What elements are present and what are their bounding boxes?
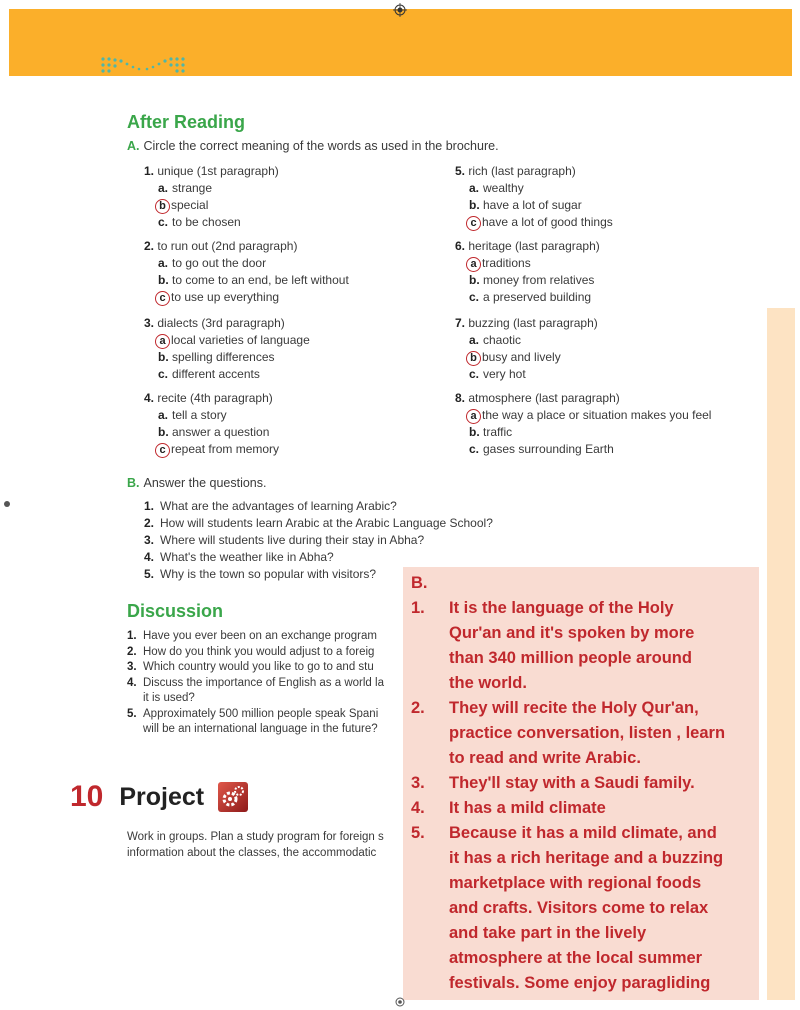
answer-number: 4. bbox=[411, 799, 425, 817]
option-text: have a lot of sugar bbox=[483, 198, 582, 212]
answer-line bbox=[411, 746, 753, 771]
discussion-line bbox=[127, 722, 403, 738]
option bbox=[455, 424, 711, 441]
answer-number bbox=[411, 971, 449, 996]
answer-line bbox=[411, 896, 753, 921]
option-text: strange bbox=[172, 181, 213, 195]
option-letter: a. bbox=[469, 333, 480, 347]
question-number: 3. bbox=[144, 316, 155, 330]
answer-text: and crafts. Visitors come to relax bbox=[449, 899, 709, 917]
option-text: different accents bbox=[172, 367, 260, 381]
answer-line bbox=[411, 871, 753, 896]
question-number: 2. bbox=[144, 239, 155, 253]
question-text: How will students learn Arabic at the Arabic Language School? bbox=[160, 516, 493, 530]
option-letter: c bbox=[155, 443, 170, 458]
question-number: 1. bbox=[144, 499, 155, 513]
bottom-registration-mark-icon bbox=[394, 996, 406, 1008]
answer-text: and take part in the lively bbox=[449, 924, 647, 942]
circled-option bbox=[455, 255, 600, 272]
discussion-text: Discuss the importance of English as a world la bbox=[143, 676, 384, 689]
answer-number bbox=[411, 621, 449, 646]
answer-line bbox=[411, 796, 753, 821]
vocab-question bbox=[144, 390, 279, 458]
option-text: chaotic bbox=[483, 333, 522, 347]
option bbox=[455, 289, 600, 306]
circled-option bbox=[144, 332, 310, 349]
question-number: 4. bbox=[144, 550, 155, 564]
option-letter: c bbox=[155, 291, 170, 306]
answer-number: 3. bbox=[411, 774, 425, 792]
discussion-number: 1. bbox=[127, 630, 137, 642]
option-text: to come to an end, be left without bbox=[172, 273, 349, 287]
answer-line bbox=[411, 696, 753, 721]
vocab-question bbox=[144, 163, 279, 231]
project-line: information about the classes, the accommodatic bbox=[127, 847, 377, 859]
option-text: spelling differences bbox=[172, 350, 275, 364]
vocab-question-title bbox=[455, 315, 598, 332]
answer-number bbox=[411, 646, 449, 671]
answer-line bbox=[411, 721, 753, 746]
decorative-dots bbox=[100, 55, 190, 75]
answer-text: They will recite the Holy Qur'an, bbox=[449, 699, 699, 717]
option-letter: a bbox=[466, 257, 481, 272]
circled-option bbox=[144, 441, 279, 458]
answer-line bbox=[411, 771, 753, 796]
answer-box bbox=[403, 567, 759, 1000]
left-margin-mark-icon bbox=[2, 499, 12, 509]
answer-items bbox=[411, 596, 753, 996]
question-word: heritage (last paragraph) bbox=[468, 239, 600, 253]
project-line: Work in groups. Plan a study program for foreign s bbox=[127, 831, 384, 843]
option-letter: b. bbox=[158, 425, 169, 439]
project-description bbox=[127, 829, 403, 861]
question-word: buzzing (last paragraph) bbox=[468, 316, 598, 330]
option bbox=[144, 255, 349, 272]
option-letter: a bbox=[155, 334, 170, 349]
discussion-number: 3. bbox=[127, 661, 137, 673]
option-letter: b. bbox=[158, 350, 169, 364]
question-word: to run out (2nd paragraph) bbox=[157, 239, 298, 253]
gears-icon bbox=[218, 782, 248, 812]
answer-number bbox=[411, 921, 449, 946]
option bbox=[144, 349, 310, 366]
question-text: What's the weather like in Abha? bbox=[160, 550, 334, 564]
option-letter: a bbox=[466, 409, 481, 424]
discussion-line bbox=[127, 691, 403, 707]
option-text: very hot bbox=[483, 367, 526, 381]
question-word: recite (4th paragraph) bbox=[157, 391, 273, 405]
option-text: wealthy bbox=[483, 181, 524, 195]
discussion-text: it is used? bbox=[143, 692, 195, 704]
answer-number bbox=[411, 671, 449, 696]
discussion-line bbox=[127, 645, 403, 661]
section-b-question bbox=[144, 532, 493, 549]
discussion-line bbox=[127, 707, 403, 723]
section-b-question bbox=[144, 515, 493, 532]
circled-option bbox=[455, 214, 613, 231]
answer-text: it has a rich heritage and a buzzing bbox=[449, 849, 724, 867]
option-letter: a. bbox=[469, 181, 480, 195]
option-text: answer a question bbox=[172, 425, 270, 439]
section-b-text: Answer the questions. bbox=[143, 476, 267, 490]
vocab-question bbox=[144, 238, 349, 306]
answer-line bbox=[411, 621, 753, 646]
question-text: Where will students live during their stay in Abha? bbox=[160, 533, 425, 547]
section-b-instruction bbox=[127, 476, 267, 490]
discussion-text: Which country would you like to go to and stu bbox=[143, 661, 374, 673]
answer-text: practice conversation, listen , learn bbox=[449, 724, 726, 742]
answer-text: Qur'an and it's spoken by more bbox=[449, 624, 695, 642]
section-b-question bbox=[144, 498, 493, 515]
question-word: unique (1st paragraph) bbox=[157, 164, 279, 178]
discussion-number: 2. bbox=[127, 645, 137, 658]
vocab-question-title bbox=[455, 238, 600, 255]
question-word: atmosphere (last paragraph) bbox=[468, 391, 620, 405]
discussion-number: 4. bbox=[127, 676, 137, 689]
question-text: Why is the town so popular with visitors? bbox=[160, 567, 377, 581]
discussion-line bbox=[127, 629, 403, 645]
answer-text: festivals. Some enjoy paragliding bbox=[449, 974, 711, 992]
answer-number: 2. bbox=[411, 699, 425, 717]
vocab-question bbox=[455, 238, 600, 306]
option-text: a preserved building bbox=[483, 290, 592, 304]
option-letter: b bbox=[155, 199, 170, 214]
option-text: to go out the door bbox=[172, 256, 267, 270]
vocab-question bbox=[455, 315, 598, 383]
section-a-instruction bbox=[127, 139, 499, 153]
section-b-question bbox=[144, 549, 493, 566]
option bbox=[144, 272, 349, 289]
section-a-letter: A. bbox=[127, 139, 140, 153]
question-text: What are the advantages of learning Arabic? bbox=[160, 499, 397, 513]
discussion-text: Have you ever been on an exchange program bbox=[143, 630, 377, 642]
option-letter: a. bbox=[158, 408, 169, 422]
option-text: busy and lively bbox=[482, 350, 561, 364]
question-number: 5. bbox=[144, 567, 155, 581]
section-b-letter: B. bbox=[127, 476, 140, 490]
option-letter: b. bbox=[469, 198, 480, 212]
discussion-heading: Discussion bbox=[127, 601, 224, 621]
option-letter: b bbox=[466, 351, 481, 366]
answer-line bbox=[411, 596, 753, 621]
option bbox=[144, 180, 279, 197]
answer-line bbox=[411, 846, 753, 871]
answer-line bbox=[411, 646, 753, 671]
option bbox=[144, 407, 279, 424]
option-letter: b. bbox=[469, 273, 480, 287]
answer-text: It is the language of the Holy bbox=[449, 599, 674, 617]
answer-text: They'll stay with a Saudi family. bbox=[449, 774, 695, 792]
discussion-line bbox=[127, 676, 403, 692]
answer-number bbox=[411, 871, 449, 896]
option bbox=[455, 366, 598, 383]
vocab-question-title bbox=[144, 390, 279, 407]
vocab-question-title bbox=[144, 163, 279, 180]
discussion-text: will be an international language in the future? bbox=[143, 723, 378, 735]
option-letter: b. bbox=[158, 273, 169, 287]
option-text: to be chosen bbox=[172, 215, 241, 229]
side-color-strip bbox=[767, 308, 795, 1000]
answer-line bbox=[411, 946, 753, 971]
answer-line bbox=[411, 921, 753, 946]
option-text: repeat from memory bbox=[171, 442, 280, 456]
section-a-text: Circle the correct meaning of the words as used in the brochure. bbox=[143, 139, 499, 153]
option bbox=[455, 441, 711, 458]
option bbox=[455, 272, 600, 289]
answer-number: 5. bbox=[411, 824, 425, 842]
answer-text: marketplace with regional foods bbox=[449, 874, 702, 892]
discussion-line bbox=[127, 660, 403, 676]
answer-text: to read and write Arabic. bbox=[449, 749, 641, 767]
answer-number bbox=[411, 721, 449, 746]
option-text: special bbox=[171, 198, 209, 212]
question-number: 5. bbox=[455, 164, 466, 178]
question-number: 8. bbox=[455, 391, 466, 405]
answer-number bbox=[411, 746, 449, 771]
option bbox=[455, 197, 613, 214]
option-letter: c. bbox=[469, 442, 480, 456]
vocab-question bbox=[144, 315, 310, 383]
answer-number bbox=[411, 896, 449, 921]
discussion-number: 5. bbox=[127, 707, 137, 720]
question-number: 4. bbox=[144, 391, 155, 405]
vocab-question-title bbox=[455, 390, 711, 407]
project-header bbox=[70, 780, 248, 814]
option bbox=[455, 332, 598, 349]
answer-text: the world. bbox=[449, 674, 527, 692]
question-number: 1. bbox=[144, 164, 155, 178]
option-text: have a lot of good things bbox=[482, 215, 613, 229]
option-text: gases surrounding Earth bbox=[483, 442, 614, 456]
option-text: money from relatives bbox=[483, 273, 595, 287]
option-letter: a. bbox=[158, 181, 169, 195]
option-text: the way a place or situation makes you feel bbox=[482, 408, 712, 422]
vocab-question-title bbox=[455, 163, 613, 180]
discussion-text: How do you think you would adjust to a foreig bbox=[143, 645, 375, 658]
option-letter: c. bbox=[158, 367, 169, 381]
question-number: 3. bbox=[144, 533, 155, 547]
registration-mark-icon bbox=[393, 3, 407, 17]
option-letter: c. bbox=[158, 215, 169, 229]
project-title: Project bbox=[119, 782, 205, 811]
option-letter: c. bbox=[469, 367, 480, 381]
project-number: 10 bbox=[70, 780, 104, 813]
option-text: to use up everything bbox=[171, 290, 280, 304]
answer-number bbox=[411, 846, 449, 871]
after-reading-heading: After Reading bbox=[127, 112, 246, 132]
option-text: local varieties of language bbox=[171, 333, 310, 347]
answer-line bbox=[411, 671, 753, 696]
option bbox=[144, 366, 310, 383]
circled-option bbox=[144, 289, 349, 306]
option-text: traffic bbox=[483, 425, 513, 439]
question-number: 7. bbox=[455, 316, 466, 330]
answer-line bbox=[411, 821, 753, 846]
option bbox=[455, 180, 613, 197]
answer-text: Because it has a mild climate, and bbox=[449, 824, 717, 842]
option-letter: b. bbox=[469, 425, 480, 439]
answer-text: than 340 million people around bbox=[449, 649, 692, 667]
answer-line bbox=[411, 971, 753, 996]
discussion-text: Approximately 500 million people speak Spani bbox=[143, 707, 379, 720]
circled-option bbox=[455, 407, 711, 424]
option-letter: c. bbox=[469, 290, 480, 304]
question-word: rich (last paragraph) bbox=[468, 164, 576, 178]
option-text: tell a story bbox=[172, 408, 227, 422]
answer-text: atmosphere at the local summer bbox=[449, 949, 703, 967]
vocab-question-title bbox=[144, 238, 349, 255]
option bbox=[144, 214, 279, 231]
vocab-question bbox=[455, 163, 613, 231]
vocab-question bbox=[455, 390, 711, 458]
circled-option bbox=[455, 349, 598, 366]
circled-option bbox=[144, 197, 279, 214]
answer-number: 1. bbox=[411, 599, 425, 617]
vocab-question-title bbox=[144, 315, 310, 332]
answer-text: It has a mild climate bbox=[449, 799, 606, 817]
question-number: 2. bbox=[144, 516, 155, 530]
option bbox=[144, 424, 279, 441]
option-letter: c bbox=[466, 216, 481, 231]
question-word: dialects (3rd paragraph) bbox=[157, 316, 285, 330]
answer-box-title: B. bbox=[411, 574, 428, 592]
option-letter: a. bbox=[158, 256, 169, 270]
option-text: traditions bbox=[482, 256, 531, 270]
question-number: 6. bbox=[455, 239, 466, 253]
answer-number bbox=[411, 946, 449, 971]
discussion-items bbox=[127, 629, 403, 738]
